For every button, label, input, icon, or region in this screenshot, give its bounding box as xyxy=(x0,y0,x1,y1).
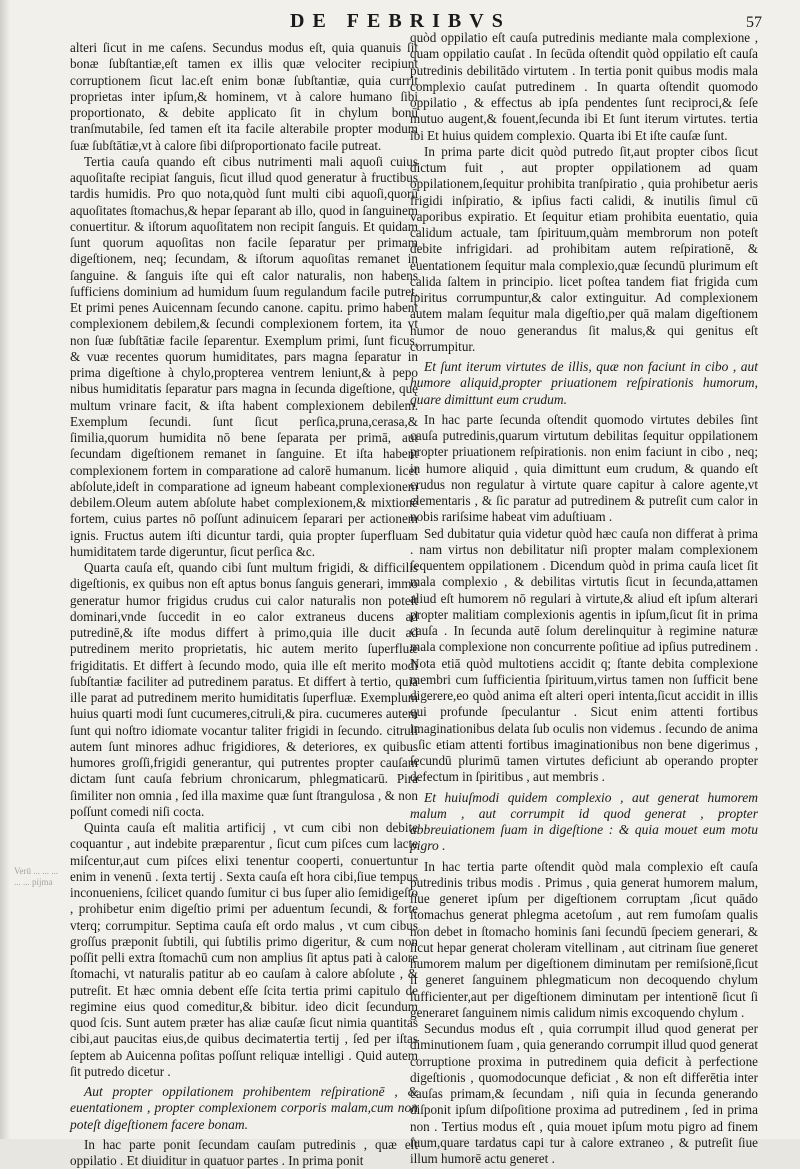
body-paragraph: alteri ſicut in me caſens. Secundus modus eſt, quia quanuis ſit bonæ ſubſtantiæ,eſt tamen ex illis quæ velociter recipiunt corruptionem ſicut lac.eſt enim bonæ ſubſtantiæ, quia currit proprietas inter ipſum,& hominem, vt à calore humano ſibi proportionato, & debite applicato ſit in chylum bonū tranſmutabile, ſed tamen eſt ita facile alterabile propter modum ſuæ ſubſtātiæ,vt à calore ſibi diſproportionato facile putreat. xyxy=(70,40,418,153)
body-paragraph: In hac parte ſecunda oſtendit quomodo virtutes debiles ſint cauſa putredinis,quarum virtutum debilitas ſequitur oppilationem propter priuationem reſpirationis. non enim faciunt in cibo , neq; in humore aliquid , quia dimittunt eum crudum, & quando eſt crudus non regulatur à virtute quare capitur à calore agente,vt elementaris , & ſic paratur ad putredinem & putreſit cum calor in nobis rariſsime habeat vim aduſtiuam . xyxy=(410,411,758,525)
left-column xyxy=(70,40,418,1168)
right-column xyxy=(410,30,758,1166)
body-paragraph: In prima parte dicit quòd putredo ſit,aut propter cibos ſicut dictum fuit , aut propter oppilationem ad quam oppilationem,ſequitur prohibita tranſpiratio , quia prohibetur aeris frigidi inſpiratio, & ipſius facti calidi, & inutilis ſimul cū vaporibus expiratio. Et ſequitur etiam prohibita euentatio, quia calidum actuale, tam ſpirituum,quàm membrorum non poteſt debite infrigidari. ad prohibitam autem reſpirationē, & euentationem ſequitur mala complexio,quæ ſecundū plurimum eſt calida ſaltem in principio. licet poſtea tandem fiat frigida cum ſpiritus corrumpuntur,& calor extinguitur. Ad complexionem autem malam ſequitur mala digeſtio,per quā malam digeſtionem humor de nouo generandus ſit malus,& qui genitus eſt corrumpitur. xyxy=(410,143,758,354)
body-paragraph: quòd oppilatio eſt cauſa putredinis mediante mala complexione , quam oppilatio cauſat . In ſecūda oſtendit quòd oppilatio eſt cauſa putredinis debilitādo virtutem . In tertia ponit quibus modis mala complexio cauſat putredinem . In quarta oſtendit quomodo oppilatio , & effectus ab ipſa pendentes ſunt reciproci,& ſeſe mutuo augent,& fouent,ſecunda ibi Et ſunt iterum virtutes. tertia ibi Et huius quidem complexio. Quarta ibi Et iſte cauſæ ſunt. xyxy=(410,30,758,143)
lemma-paragraph: Aut propter oppilationem prohibentem reſpirationē , & euentationem , propter complexionem corporis malam,cum non poteſt digeſtionem facere bonam. xyxy=(70,1084,418,1132)
body-paragraph: Quinta cauſa eſt malitia artificij , vt cum cibi non debite coquantur , aut indebite præparentur , ſicut cum piſces cum lacte miſcentur,aut cum piſces elixi tenentur cooperti, conuertuntur enim in venenū . ſexta tertij . Sexta cauſa eſt hora cibi,ſiue tempus inconueniens, ſcilicet quando ſumitur ci bus ſuper alio ſemidigeſto , prohibetur enim digeſtio primi per aduentum ſecundi, & forte vterq; corrumpitur. Septima cauſa eſt ordo malus , vt cum cibus groſſus præponit ſubtili, qui ſubtilis primo digeritur, & cum non poſſit pelli extra ſtomachū cum non amplius ſit aptus pati à calore ſtomachi, vt naturalis patitur ab eo cauſam à calore abſolute , & putreſit. Et hæc omnia debent eſſe ſcita tertia primi capitulo de regimine eius quod comeditur,& bibitur. ideo dicit ſecundum quod ſcis. Sunt autem præter has aliæ cauſæ ſicut nimia quantitas cibi,aut paucitas eius,de quibus decimatertia tertij , ſed per iſtas ſeptem ab Auicenna poſitas poſſunt reliquæ intelligi . Quid autem ſit putredo dicetur . xyxy=(70,820,418,1079)
lemma-paragraph: Et ſunt iterum virtutes de illis, quæ non faciunt in cibo , aut humore aliquid,propter priuationem reſpirationis humorum, quare dimittunt eum crudum. xyxy=(410,359,758,407)
running-title: DE FEBRIBVS xyxy=(290,10,511,32)
page-gutter-shadow xyxy=(0,0,10,1139)
body-paragraph: Secundus modus eſt , quia corrumpit illud quod generat per diminutionem ſuam , quia generando corrumpit illud quod generat corruptione proxima in putredinem quia deficit à perfectione digeſtionis , quomodocunque deficiat , & non eſt differētia inter cauſas primam,& ſecundam , niſi quia in ſecunda generando diſponit ipſum diſpoſitione proxima ad putredinem , ſed in prima non . Tertius modus eſt , quia mouet ipſum motu pigro ad finem ſuum,quare tardatus capi tur à calore extraneo , & putreſit ſiue illum humorē actu generet . xyxy=(410,1021,758,1166)
body-paragraph: In hac parte ponit ſecundam cauſam putredinis , quæ eſt oppilatio . Et diuiditur in quatuor partes . In prima ponit xyxy=(70,1136,418,1168)
page-number: 57 xyxy=(746,14,762,31)
lemma-paragraph: Et huiuſmodi quidem complexio , aut generat humorem malum , aut corrumpit id quod generat , propter abbreuiationem ſuam in digeſtione : & quia mouet eum motu pigro . xyxy=(410,789,758,854)
body-paragraph: In hac tertia parte oſtendit quòd mala complexio eſt cauſa putredinis tribus modis . Primus , quia generat humorem malum, ſiue generet ipſum per digeſtionem corruptam ,ſicut quādo ſtomachus generat phlegma acetoſum , aut rem fumoſam qualis non debet in ſtomacho hominis ſani ſecundū ſpeciem generari, & ſicut hepar generat choleram vitellinam , aut citrinam ſiue generet humorem malum per digeſtionem diminutam per remiſsionē,ſicut ſi generet ſanguinem phlegmaticum non decoquendo chylum ſufficienter,aut per digeſtionem diminutam per intentionē ſicut ſi generaret ſanguinem nimis calidum nimis excoquendo chylum . xyxy=(410,858,758,1020)
body-paragraph: Tertia cauſa quando eſt cibus nutrimenti mali aquoſi cuius aquoſitaſte recipiat ſanguis, ſicut illud quod generatur à fructibus tardis humidis. Pro quo nota,quòd ſunt multi cibi aquoſi,quorū aquoſitates ſtomachus,& hepar ſeparant ab illo, quod in ſanguinem conuertitur. & iſtorum aquoſitatem non recipit ſanguis. Et quidam ſunt quorum aquoſitas non facile ſeparatur per primam digeſtionem, neq; ſecundam, & iſtorum aquoſitas remanet in ſanguine. & ſanguis iſte qui eſt calor naturalis, non habens ſufficiens dominium ad humidum ſuum regulandum facile putret. Et primi penes Auicennam ſecundo canone. capitu. primo habent complexionem debilem,& ſecundi complexionem fortem, ita vt non ſuæ ſubſtātiæ facile ſeparentur. Exemplum primi, ſunt ficus, & vuæ recentes quorum humiditates, pars magna ſeparatur in prima digeſtione à chylo,propterea ventrem leniunt,& à pepo nibus humiditatis ſeparatur pars magna in ſecunda digeſtione, quę multum vrinare facit, & iſta habent complexionem debilem. Exemplum ſecundi. ſunt ſicut perſica,pruna,cerasa,& ſimilia,quorum humidita nō bene ſeparata per primā, aut ſecundam digeſtionem remanet in ſanguine. Et iſta habent complexionem fortem in comparatione ad calorē humanum. licet abſolute,ideſt in comparatione ad igneum habeant complexionem debilem.Oleum autem abſolute habet complexionem,& mixtionē fortem, cuius partes nō poſſunt adinuicem ſeparari per actionem ignis. Fructus autem iſti dicuntur tardi, quia propter ſuperfluam humiditatem tarde digeruntur, ſicut perſica &c. xyxy=(70,153,418,559)
body-paragraph: Quarta cauſa eſt, quando cibi ſunt multum frigidi, & difficilis digeſtionis, ex quibus non eſt aptus bonus ſanguis generari, immo generatur humor frigidus crudus cui calor naturalis non poteſt dominari,vnde ſuccedit in eo calor extraneus ducens ad putredinē,& iſte modus differt à primo,quia ille ducit ad putredinem merito proprietatis, hic autem merito ſuperfluæ frigiditatis. Et differt à ſecundo modo, quia ille eſt merito modi ſubſtantiæ faciliter ad putredinem paratus. Et differt à tertio, quia ille parat ad putredinem merito humiditatis ſuperfluæ. Exemplum huius quarti modi ſunt cucumeres,citruli,& pira. cucumeres autem ſunt qui noſtro idiomate vocantur taliter frigidi in ſecundo. citruli autem ſunt minores adhuc frigidiores, & deteriores, ex quibus humores groſſi,frigidi generantur, qui putrentes propter cauſam dictam ſunt cauſa febrium chronicarum, phlegmaticarū. Pira ſimiliter non omnia , ſed illa maxime quæ ſunt ſtrangulosa , & non poſſunt comedi niſi cocta. xyxy=(70,560,418,819)
body-paragraph: Sed dubitatur quia videtur quòd hæc cauſa non differat à prima . nam virtus non debilitatur niſi propter malam complexionem ſequentem oppilationem . Dicendum quòd in prima cauſa licet ſit mala complexio , & debilitas virtutis ſicut in ſecunda,attamen aliud eſt humorem nō regulari à virtute,& aliud eſt ipſum alterari propter malitiam complexionis agentis in ipſum,ſicut ſit in prima cauſa . In ſecunda autē ſolum derelinquitur à regimine naturæ mala complexione non concurrente poſitiue ad ipſius putredinem . Nota etiā quòd multotiens accidit q; ſtante debita complexione membri cum ſufficientia ſpirituum,virtus tamen non ſufficit bene digerere,eo quòd anima eſt alteri operi intenta,ſicut accidit in illis qui profunde ſpeculantur . Sicut enim attenti fortibus imaginationibus delata ſub oculis non videmus . ſecundo de anima . ſic etiam attenti fortibus imaginationibus non bene digerimus , ſecundū plurimū tamen virtutes deficiunt ab operando propter defectum in ſpiritibus , aut membris . xyxy=(410,525,758,785)
margin-note: Verū ... ... ... ... ... pijma xyxy=(14,866,58,887)
